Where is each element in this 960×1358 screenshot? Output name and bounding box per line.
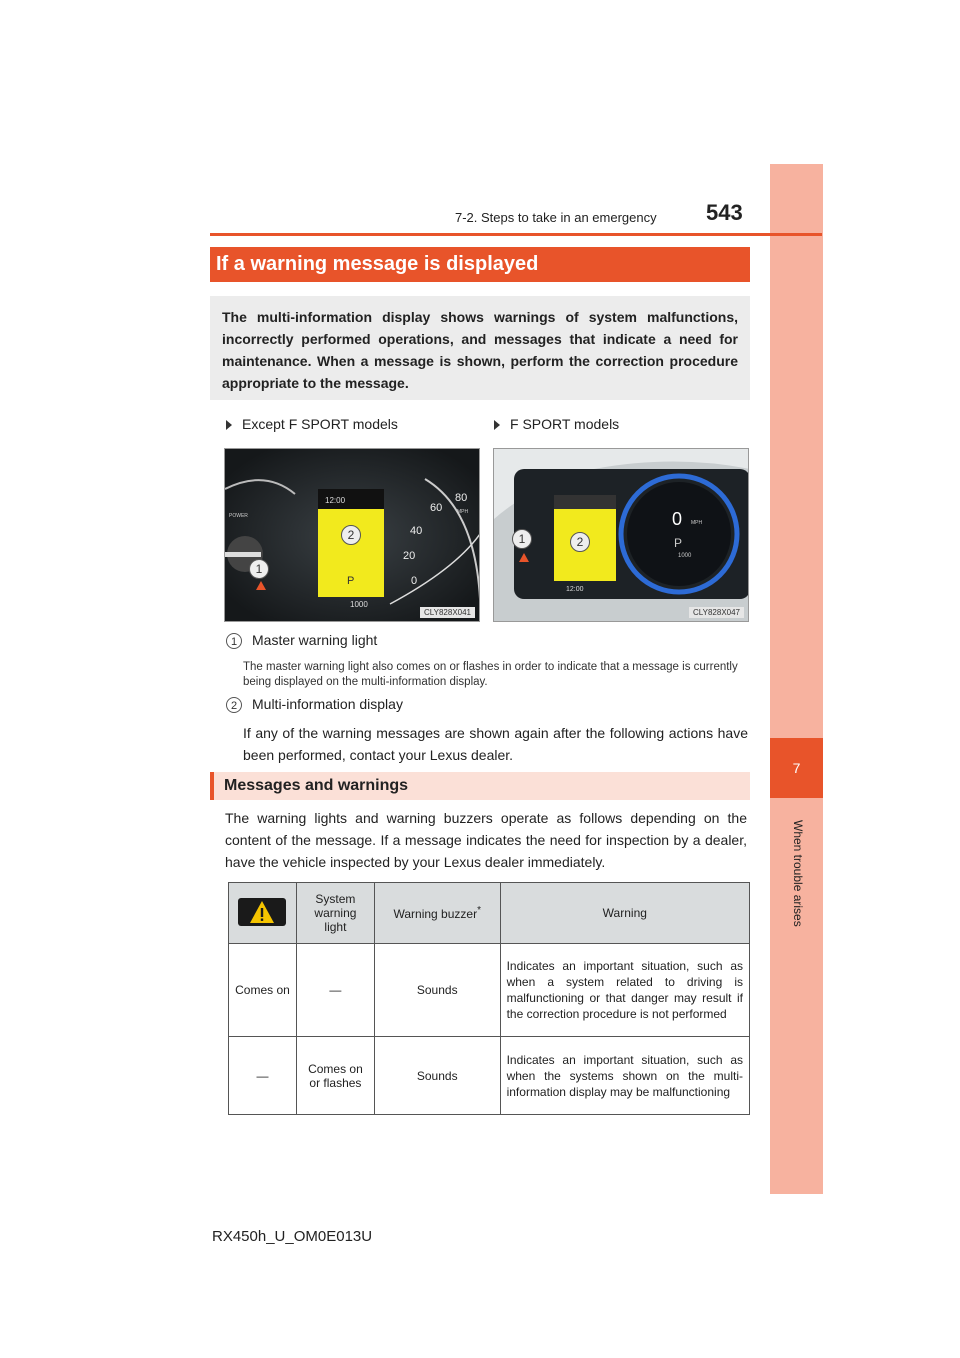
sub-heading: Messages and warnings bbox=[210, 772, 750, 800]
warning-cell: Indicates an important situation, such as when the systems shown on the multi-information display may be malfunctioning bbox=[500, 1037, 749, 1115]
svg-text:1000: 1000 bbox=[678, 553, 692, 559]
item-1-note: The master warning light also comes on or flashes in order to indicate that a message is currently being displayed on the multi-information display. bbox=[243, 661, 738, 688]
svg-text:12:00: 12:00 bbox=[325, 496, 346, 505]
svg-text:P: P bbox=[347, 575, 355, 587]
svg-text:MPH: MPH bbox=[691, 520, 703, 526]
svg-text:1000: 1000 bbox=[350, 600, 368, 609]
main-heading: If a warning message is displayed bbox=[210, 247, 750, 282]
svg-text:POWER: POWER bbox=[229, 513, 248, 519]
warning-header: Warning bbox=[500, 883, 749, 944]
callout-1: 1 bbox=[249, 559, 269, 579]
sub-text: The warning lights and warning buzzers operate as follows depending on the content of the message. If a message indicates the need for inspection by a dealer, have the vehicle inspected by your Lexus dealer immediately. bbox=[225, 810, 747, 870]
svg-text:40: 40 bbox=[410, 525, 423, 537]
model-label-fsport: F SPORT models bbox=[494, 416, 619, 432]
page-number: 543 bbox=[706, 200, 743, 225]
svg-text:12:00: 12:00 bbox=[566, 586, 584, 593]
header-rule bbox=[210, 233, 822, 236]
buzzer-cell: Sounds bbox=[374, 944, 500, 1037]
table-row bbox=[229, 944, 750, 1037]
master-warning-icon bbox=[238, 898, 286, 926]
master-cell: — bbox=[229, 1037, 297, 1115]
triangle-bullet-icon bbox=[226, 420, 232, 430]
system-warning-light-header: System warning light bbox=[296, 883, 374, 944]
model-label-standard: Except F SPORT models bbox=[226, 416, 398, 432]
callout-2: 2 bbox=[226, 697, 242, 713]
instrument-cluster-fsport-illustration bbox=[494, 449, 749, 622]
warning-table bbox=[228, 882, 750, 1115]
section-title: 7-2. Steps to take in an emergency bbox=[455, 210, 657, 225]
chapter-side-tab bbox=[770, 164, 823, 1194]
svg-text:60: 60 bbox=[430, 502, 443, 514]
warning-cell: Indicates an important situation, such as when a system related to driving is malfunctioning or that danger may result if the correction procedure is not performed bbox=[500, 944, 749, 1037]
callout-2: 2 bbox=[570, 532, 590, 552]
table-header-row bbox=[229, 883, 750, 944]
svg-text:20: 20 bbox=[403, 550, 416, 562]
cluster-image-fsport bbox=[493, 448, 749, 622]
triangle-bullet-icon bbox=[494, 420, 500, 430]
item-master-warning-light: 1 Master warning light bbox=[226, 632, 377, 649]
cluster-image-standard bbox=[224, 448, 480, 622]
master-warning-header bbox=[229, 883, 297, 944]
system-cell: — bbox=[296, 944, 374, 1037]
manual-code-footer: RX450h_U_OM0E013U bbox=[212, 1228, 373, 1245]
svg-text:MPH: MPH bbox=[457, 509, 469, 515]
contact-dealer-text: If any of the warning messages are shown again after the following actions have been performed, contact your Lexus dealer. bbox=[243, 725, 748, 763]
chapter-number: 7 bbox=[792, 760, 801, 776]
svg-text:0: 0 bbox=[411, 575, 418, 587]
image-code: CLY828X041 bbox=[420, 607, 475, 618]
image-code: CLY828X047 bbox=[689, 607, 744, 618]
buzzer-cell: Sounds bbox=[374, 1037, 500, 1115]
svg-text:P: P bbox=[674, 536, 683, 550]
svg-text:80: 80 bbox=[455, 492, 468, 504]
chapter-label: When trouble arises bbox=[791, 820, 805, 927]
master-cell: Comes on bbox=[229, 944, 297, 1037]
svg-text:0: 0 bbox=[672, 509, 683, 529]
callout-1: 1 bbox=[226, 633, 242, 649]
intro-text: The multi-information display shows warnings of system malfunctions, incorrectly performed operations, and messages that indicate a need for maintenance. When a message is shown, perform the correction procedure appropriate to the message. bbox=[210, 296, 750, 400]
warning-buzzer-header: Warning buzzer* bbox=[374, 883, 500, 944]
table-row bbox=[229, 1037, 750, 1115]
callout-1: 1 bbox=[512, 529, 532, 549]
callout-2: 2 bbox=[341, 525, 361, 545]
system-cell: Comes on or flashes bbox=[296, 1037, 374, 1115]
item-multi-information-display: 2 Multi-information display bbox=[226, 696, 403, 713]
